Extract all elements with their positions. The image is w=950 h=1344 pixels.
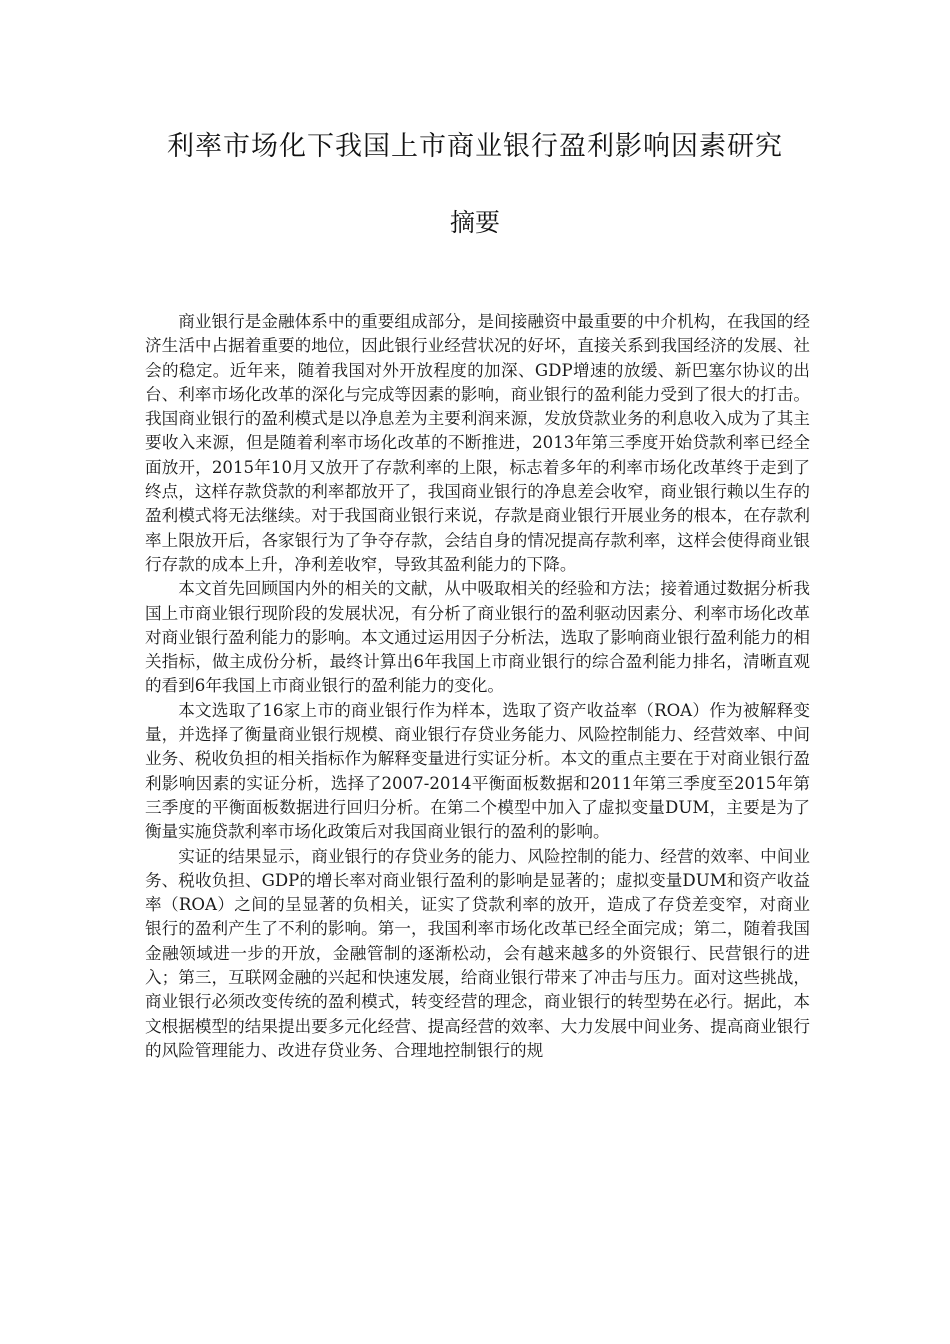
abstract-body (145, 310, 810, 1063)
abstract-paragraph-1: 商业银行是金融体系中的重要组成部分，是间接融资中最重要的中介机构，在我国的经济生活中占据着重要的地位，因此银行业经营状况的好坏，直接关系到我国经济的发展、社会的稳定。近年来，随着我国对外开放程度的加深、GDP增速的放缓、新巴塞尔协议的出台、利率市场化改革的深化与完成等因素的影响，商业银行的盈利能力受到了很大的打击。我国商业银行的盈利模式是以净息差为主要利润来源，发放贷款业务的利息收入成为了其主要收入来源，但是随着利率市场化改革的不断推进，2013年第三季度开始贷款利率已经全面放开，2015年10月又放开了存款利率的上限，标志着多年的利率市场化改革终于走到了终点，这样存款贷款的利率都放开了，我国商业银行的净息差会收窄，商业银行赖以生存的盈利模式将无法继续。对于我国商业银行来说，存款是商业银行开展业务的根本，在存款利率上限放开后，各家银行为了争夺存款，会结自身的情况提高存款利率，这样会使得商业银行存款的成本上升，净利差收窄，导致其盈利能力的下降。 (145, 312, 810, 574)
abstract-heading: 摘要 (449, 208, 500, 237)
abstract-paragraph-3: 本文选取了16家上市的商业银行作为样本，选取了资产收益率（ROA）作为被解释变量，并选择了衡量商业银行规模、商业银行存贷业务能力、风险控制能力、经营效率、中间业务、税收负担的相关指标作为解释变量进行实证分析。本文的重点主要在于对商业银行盈利影响因素的实证分析，选择了2007-2014平衡面板数据和2011年第三季度至2015年第三季度的平衡面板数据进行回归分析。在第二个模型中加入了虚拟变量DUM，主要是为了衡量实施贷款利率市场化政策后对我国商业银行的盈利的影响。 (145, 700, 810, 842)
abstract-paragraph-2: 本文首先回顾国内外的相关的文献，从中吸取相关的经验和方法；接着通过数据分析我国上市商业银行现阶段的发展状况，有分析了商业银行的盈利驱动因素分、利率市场化改革对商业银行盈利能力的影响。本文通过运用因子分析法，选取了影响商业银行盈利能力的相关指标，做主成份分析，最终计算出6年我国上市商业银行的综合盈利能力排名，清晰直观的看到6年我国上市商业银行的盈利能力的变化。 (145, 579, 810, 696)
document-title: 利率市场化下我国上市商业银行盈利影响因素研究 (167, 131, 783, 162)
abstract-paragraph-4: 实证的结果显示，商业银行的存贷业务的能力、风险控制的能力、经营的效率、中间业务、税收负担、GDP的增长率对商业银行盈利的影响是显著的；虚拟变量DUM和资产收益率（ROA）之间的呈显著的负相关，证实了贷款利率的放开，造成了存贷差变窄，对商业银行的盈利产生了不利的影响。第一，我国利率市场化改革已经全面完成；第二，随着我国金融领域进一步的开放，金融管制的逐渐松动，会有越来越多的外资银行、民营银行的进入；第三，互联网金融的兴起和快速发展，给商业银行带来了冲击与压力。面对这些挑战，商业银行必须改变传统的盈利模式，转变经营的理念，商业银行的转型势在必行。据此，本文根据模型的结果提出要多元化经营、提高经营的效率、大力发展中间业务、提高商业银行的风险管理能力、改进存贷业务、合理地控制银行的规 (145, 846, 810, 1060)
